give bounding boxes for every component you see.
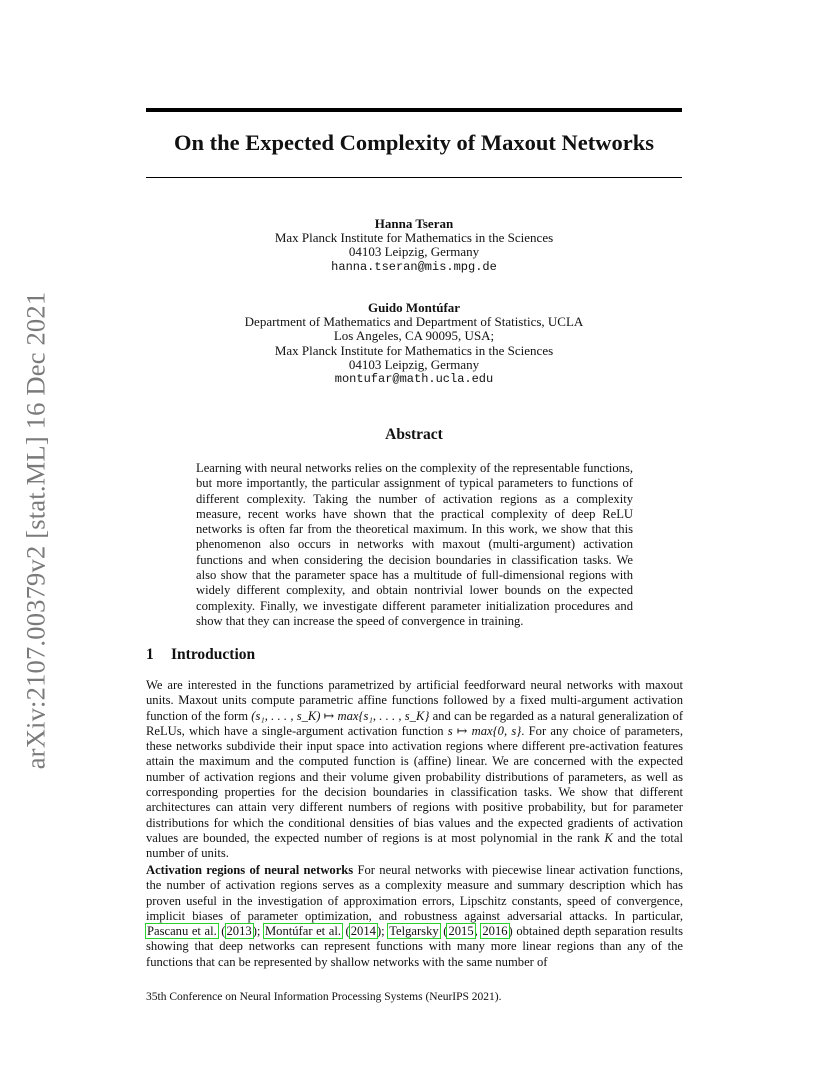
author-block-2 — [146, 301, 682, 386]
author-name: Guido Montúfar — [367, 300, 461, 315]
intro-paragraph-2: Activation regions of neural networks For neural networks with piecewise linear activation functions, the number of activation regions serves as a complexity measure and summary description which has proven useful in the investigation of approximation errors, Lipschitz constants, speed of convergence, implicit biases of parameter optimization, and robustness against adversarial attacks. In particular, Pascanu et al. (2013); Montúfar et al. (2014); Telgarsky (2015, 2016) obtained depth separation results showing that deep networks can represent functions with many more linear regions than any of the functions that can be represented by shallow networks with the same number of — [146, 863, 684, 969]
author-affiliation-line: Department of Mathematics and Department of Statistics, UCLA — [244, 314, 584, 330]
paragraph-text: obtained depth separation results showing that deep networks can represent functions with many more linear regions than any of the functions that can be represented by shallow networks with the same number of — [146, 924, 684, 969]
section-number: 1 — [146, 646, 154, 663]
citation-link[interactable]: 2015 — [448, 924, 474, 939]
section-title: Introduction — [171, 646, 256, 663]
citation-link[interactable]: 2016 — [482, 924, 508, 939]
author-affiliation-line: Max Planck Institute for Mathematics in the Sciences — [274, 342, 554, 358]
arxiv-stamp — [6, 280, 66, 780]
citation-link[interactable]: 2013 — [226, 924, 252, 939]
author-block-1 — [146, 217, 682, 274]
paper-title: On the Expected Complexity of Maxout Networks — [174, 130, 654, 155]
citation-link[interactable]: 2014 — [350, 924, 376, 939]
abstract-heading: Abstract — [385, 426, 443, 443]
conference-footnote: 35th Conference on Neural Information Processing Systems (NeurIPS 2021). — [146, 991, 502, 1003]
title-rule-top — [146, 108, 682, 112]
citation-link[interactable]: Telgarsky — [389, 924, 439, 939]
citation-link[interactable]: Pascanu et al. — [147, 924, 217, 939]
section-heading — [146, 646, 255, 664]
arxiv-stamp-text: arXiv:2107.00379v2 [stat.ML] 16 Dec 2021 — [20, 291, 51, 769]
author-email: hanna.tseran@mis.mpg.de — [331, 259, 497, 274]
inline-math: (s₁, . . . , s_K) ↦ max{s₁, . . . , s_K} — [251, 708, 430, 723]
author-affiliation-line: Max Planck Institute for Mathematics in the Sciences — [274, 230, 554, 246]
paragraph-text: . For any choice of parameters, these networks subdivide their input space into activation regions where different pre-activation features attain the maximum and the computed function is (affine) linear. We are concerned with the expected number of activation regions and their volume given probability distributions of parameters, as well as corresponding properties for the decision boundaries in classification tasks. We show that different architectures can attain very different numbers of regions with positive probability, but for parameter distributions for which the conditional densities of bias values and the expected gradients of activation values are bounded, the expected number of regions is at most polynomial in the rank — [146, 723, 683, 845]
author-name: Hanna Tseran — [374, 216, 454, 231]
abstract-text: Learning with neural networks relies on the complexity of the representable functions, but more importantly, the particular assignment of typical parameters to functions of different complexity. Taking the number of activation regions as a complexity measure, recent works have shown that the practical complexity of deep ReLU networks is often far from the theoretical maximum. In this work, we show that this phenomenon also occurs in networks with maxout (multi-argument) activation functions and when considering the decision boundaries in classification tasks. We also show that the parameter space has a multitude of full-dimensional regions with widely different complexity, and obtain nontrivial lower bounds on the expected complexity. Finally, we investigate different parameter initialization procedures and show that they can increase the speed of convergence in training. — [196, 461, 633, 628]
author-email: montufar@math.ucla.edu — [334, 372, 494, 387]
intro-paragraph-1 — [146, 678, 683, 862]
author-affiliation-line: Los Angeles, CA 90095, USA; — [333, 328, 495, 344]
paragraph-text: For neural networks with piecewise linear activation functions, the number of activation regions serves as a complexity measure and summary description which has proven useful in the investigation of approximation errors, Lipschitz constants, speed of convergence, implicit biases of parameter optimization, and robustness against adversarial attacks. In particular, — [146, 863, 683, 923]
paragraph-text: and the total number of units. — [146, 830, 683, 861]
title-rule-bottom — [146, 177, 682, 178]
citation-link[interactable]: Montúfar et al. — [264, 924, 341, 939]
paragraph-heading: Activation regions of neural networks — [146, 863, 354, 877]
author-affiliation-line: 04103 Leipzig, Germany — [348, 244, 480, 260]
inline-math: K — [604, 830, 613, 845]
paragraph-text: and can be regarded as a natural generalization of ReLUs, which have a single-argument activation function — [146, 708, 684, 738]
paragraph-text: We are interested in the functions parametrized by artificial feedforward neural networks with maxout units. Maxout units compute parametric affine functions followed by a fixed multi-argument activation function of the form — [146, 678, 683, 723]
inline-math: s ↦ max{0, s} — [447, 723, 522, 738]
author-affiliation-line: 04103 Leipzig, Germany — [348, 356, 480, 372]
